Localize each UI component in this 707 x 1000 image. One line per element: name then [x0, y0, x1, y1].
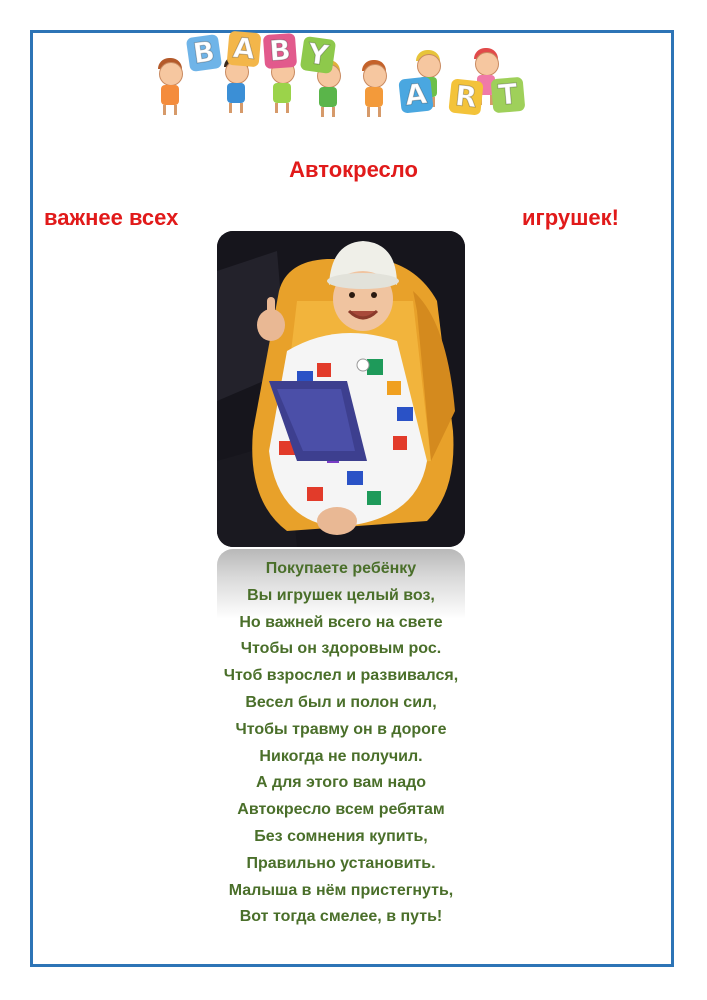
logo-letter: B — [263, 33, 297, 69]
poem-line: Чтобы он здоровым рос. — [240, 640, 442, 658]
logo-letter: A — [398, 76, 433, 113]
baby-art-logo — [152, 32, 532, 114]
poem-line: Вот тогда смелее, в путь! — [239, 908, 443, 926]
poem-line: Чтобы травму он в дороге — [235, 720, 447, 738]
child-car-seat-photo — [217, 231, 465, 547]
poem-line: Никогда не получил. — [259, 747, 423, 765]
poem-line: Весел был и полон сил, — [245, 693, 437, 711]
poem-line: Покупаете ребёнку — [265, 560, 417, 577]
poem-line: А для этого вам надо — [255, 774, 427, 792]
poem-line: Без сомнения купить, — [254, 827, 428, 845]
logo-letter: B — [186, 34, 222, 72]
logo-letter: Y — [300, 36, 336, 74]
subtitle-right: игрушек! — [522, 205, 619, 230]
poem-line: Малыша в нём пристегнуть, — [228, 881, 454, 899]
child-in-car-seat-illustration — [217, 231, 465, 547]
poem-line: Правильно установить. — [246, 854, 436, 872]
poem-line: Но важней всего на свете — [239, 613, 443, 631]
poem-line: Чтоб взрослел и развивался, — [223, 667, 459, 685]
poem-line: Автокресло всем ребятам — [237, 801, 445, 819]
subtitle-left: важнее всех — [44, 205, 179, 230]
logo-letter: R — [448, 78, 483, 115]
poster-title: Автокресло — [289, 157, 418, 182]
logo-letter: T — [491, 77, 526, 114]
poem — [0, 556, 682, 931]
logo-letter: A — [227, 31, 262, 68]
poem-line: Вы игрушек целый воз, — [247, 586, 435, 604]
